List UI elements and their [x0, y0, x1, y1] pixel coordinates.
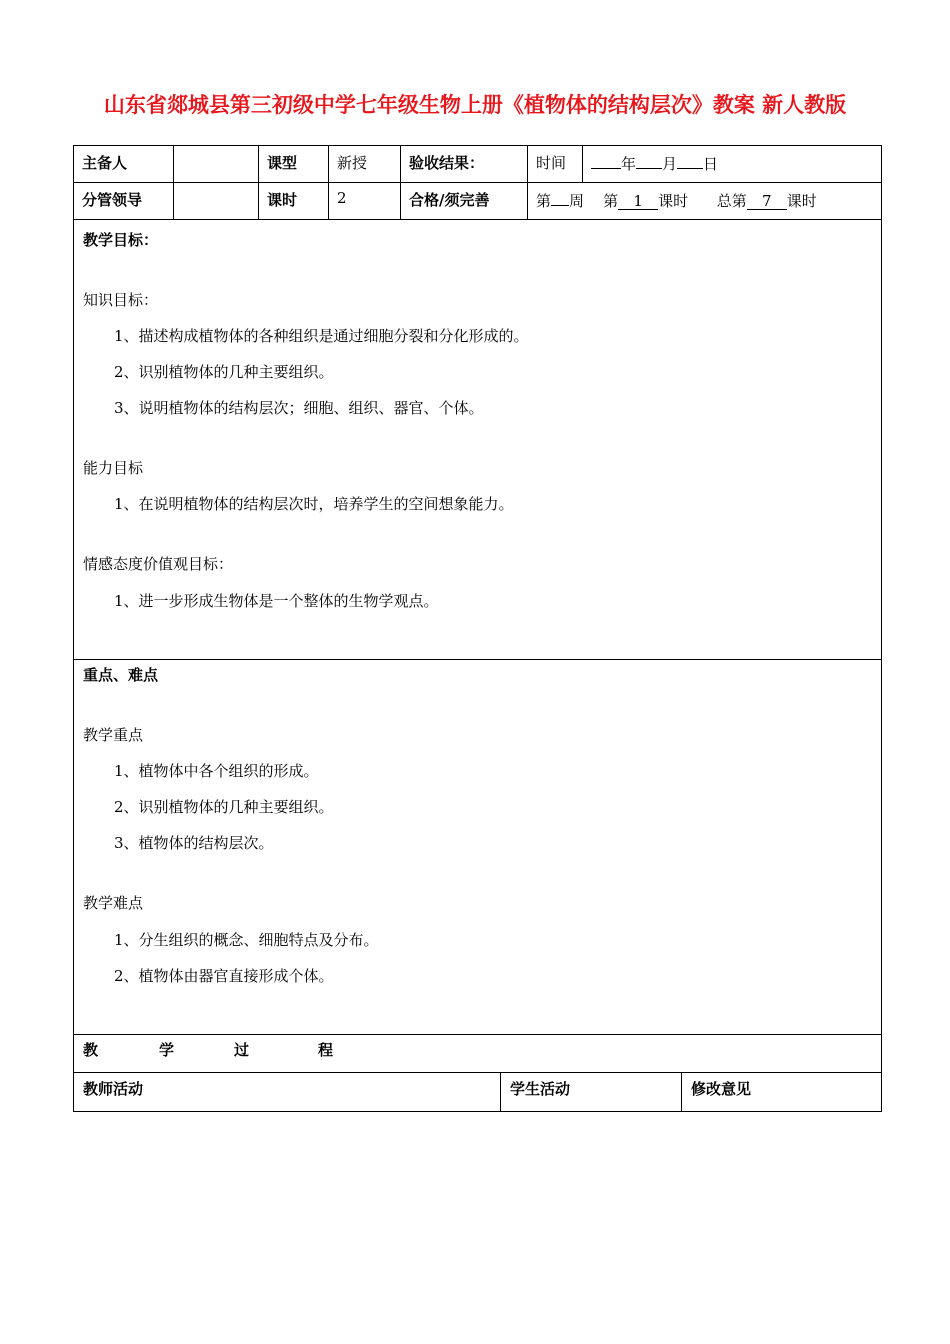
knowledge-item: 3、说明植物体的结构层次；细胞、组织、器官、个体。	[114, 399, 484, 417]
check-label: 验收结果：	[401, 146, 528, 183]
process-char: 教	[83, 1041, 99, 1059]
key-points-section	[73, 659, 882, 1035]
document-title: 山东省郯城县第三初级中学七年级生物上册《植物体的结构层次》教案 新人教版	[103, 93, 847, 117]
difficulty-heading: 教学难点	[83, 894, 144, 912]
key-points-heading: 重点、难点	[83, 666, 159, 684]
focus-heading: 教学重点	[83, 726, 144, 744]
hours-value: 2	[329, 183, 401, 220]
emotion-heading: 情感态度价值观目标：	[83, 555, 234, 573]
time-label: 时间	[528, 146, 583, 183]
student-activity-label: 学生活动	[501, 1073, 682, 1112]
process-char: 程	[318, 1041, 334, 1059]
process-char: 学	[159, 1041, 175, 1059]
supervisor-label: 分管领导	[74, 183, 174, 220]
schedule-field: 第 周 第 1 课时 总第 7 课时	[528, 183, 882, 220]
supervisor-value	[174, 183, 259, 220]
ability-heading: 能力目标	[83, 459, 144, 477]
process-heading	[73, 1034, 882, 1073]
ability-item: 1、在说明植物体的结构层次时，培养学生的空间想象能力。	[114, 495, 514, 513]
process-char: 过	[234, 1041, 250, 1059]
revision-label: 修改意见	[682, 1073, 882, 1112]
difficulty-item: 2、植物体由器官直接形成个体。	[114, 967, 334, 985]
hours-label: 课时	[259, 183, 329, 220]
objectives-section	[73, 219, 882, 660]
preparer-label: 主备人	[74, 146, 174, 183]
type-label: 课型	[259, 146, 329, 183]
knowledge-item: 1、描述构成植物体的各种组织是通过细胞分裂和分化形成的。	[114, 327, 529, 345]
type-value: 新授	[329, 146, 401, 183]
teacher-activity-label: 教师活动	[74, 1073, 501, 1112]
difficulty-item: 1、分生组织的概念、细胞特点及分布。	[114, 931, 379, 949]
knowledge-item: 2、识别植物体的几种主要组织。	[114, 363, 334, 381]
focus-item: 1、植物体中各个组织的形成。	[114, 762, 319, 780]
header-table	[73, 145, 882, 220]
knowledge-heading: 知识目标：	[83, 291, 159, 309]
focus-item: 3、植物体的结构层次。	[114, 834, 274, 852]
activity-table	[73, 1072, 882, 1112]
date-field: 年 月 日	[583, 146, 882, 183]
pass-label: 合格/须完善	[401, 183, 528, 220]
focus-item: 2、识别植物体的几种主要组织。	[114, 798, 334, 816]
objectives-heading: 教学目标：	[83, 231, 159, 249]
emotion-item: 1、进一步形成生物体是一个整体的生物学观点。	[114, 592, 439, 610]
preparer-value	[174, 146, 259, 183]
